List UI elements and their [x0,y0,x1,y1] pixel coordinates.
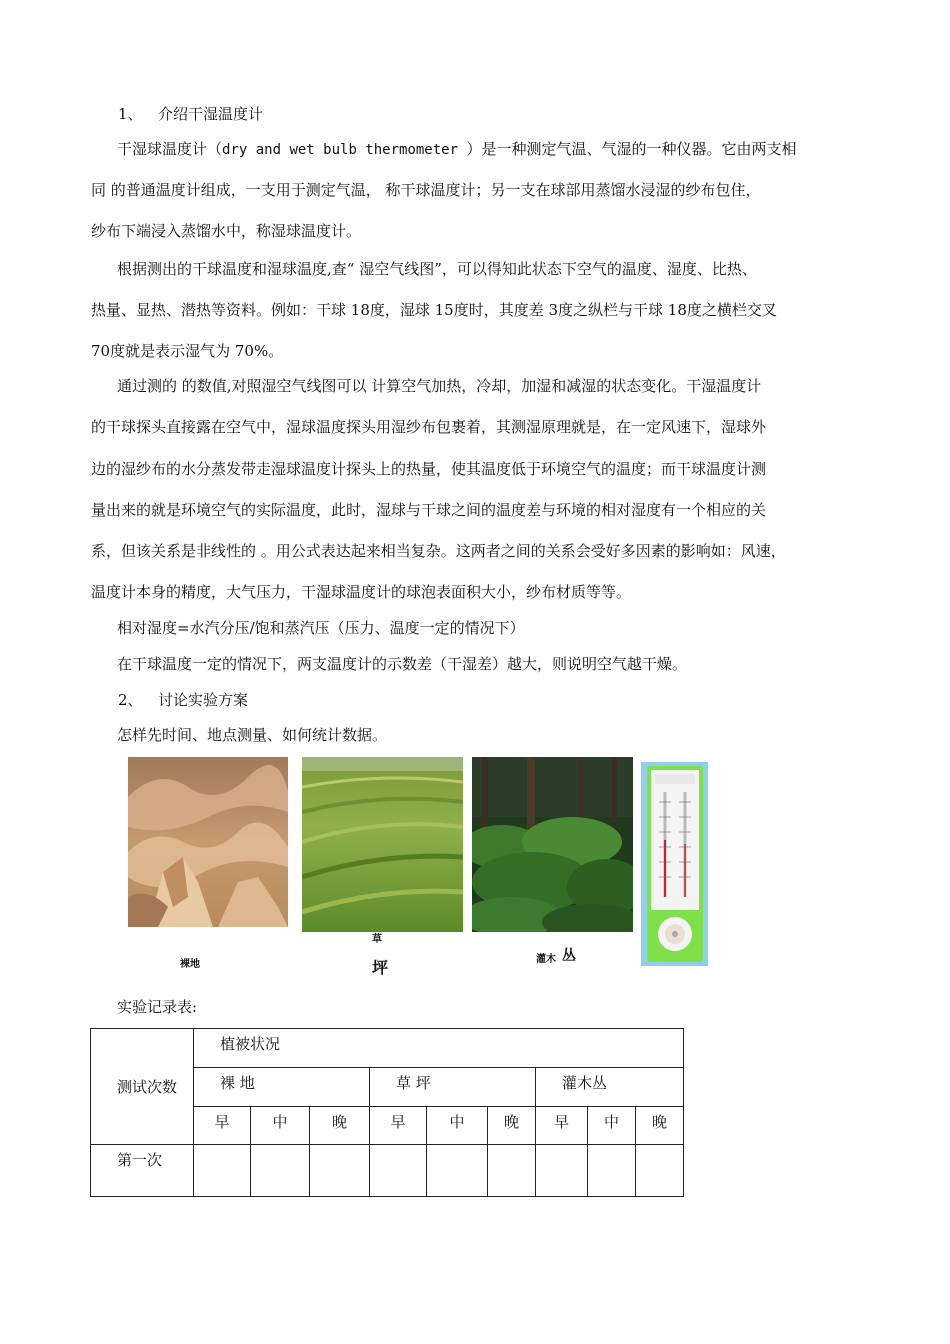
data-cell[interactable] [636,1145,684,1197]
time-header: 晚 [488,1107,536,1145]
data-cell[interactable] [488,1145,536,1197]
time-header: 晚 [636,1107,684,1145]
section-2-heading [118,689,248,710]
sand-dunes-photo [128,757,288,927]
data-cell[interactable] [588,1145,636,1197]
para2-line-3: 70度就是表示湿气为 70%。 [91,342,284,360]
section-1-number: 1、 [118,105,143,123]
para3-line-3: 边的湿纱布的水分蒸发带走湿球温度计探头上的热量，使其温度低于环境空气的温度；而干球温度计测 [91,460,767,478]
plan-line: 怎样先时间、地点测量、如何统计数据。 [117,726,388,744]
formula-line: 相对湿度=水汽分压/饱和蒸汽压（压力、温度一定的情况下） [117,619,525,637]
bare-land-caption: 裸地 [180,959,200,970]
grass-lawn-photo [302,757,463,932]
para3-line-4: 量出来的就是环境空气的实际温度，此时，湿球与干球之间的温度差与环境的相对湿度有一个相应的关 [91,501,767,519]
section-2-number: 2、 [118,691,143,709]
section-2-title: 讨论实验方案 [158,691,249,709]
site-header-bare: 裸 地 [194,1068,370,1107]
data-cell[interactable] [427,1145,488,1197]
data-cell[interactable] [310,1145,370,1197]
intro-prefix: 干湿球温度计（ [117,140,223,158]
lawn-caption-top: 草 [372,934,382,945]
intro-english-term: dry and wet bulb thermometer [222,142,467,158]
intro-line-1 [117,138,796,159]
wet-dry-hygrometer-photo [641,762,708,966]
site-header-lawn: 草 坪 [370,1068,536,1107]
record-table-label: 实验记录表: [117,998,198,1016]
lawn-caption-bottom: 坪 [372,958,389,977]
conclusion-line: 在干球温度一定的情况下，两支温度计的示数差（干湿差）越大，则说明空气越干燥。 [117,655,688,673]
time-header: 中 [427,1107,488,1145]
row-label-first: 第一次 [91,1145,194,1197]
intro-line-2: 同 的普通温度计组成，一支用于测定气温， 称干球温度计；另一支在球部用蒸馏水浸湿的纱布包住， [91,181,761,199]
site-header-shrub: 灌木丛 [536,1068,684,1107]
intro-line-3: 纱布下端浸入蒸馏水中，称湿球温度计。 [91,222,362,240]
data-cell[interactable] [370,1145,427,1197]
time-header: 早 [536,1107,588,1145]
time-header: 中 [588,1107,636,1145]
time-header: 晚 [310,1107,370,1145]
intro-suffix: ）是一种测定气温、气湿的一种仪器。它由两支相 [466,140,797,158]
para3-line-1: 通过测的 的数值,对照湿空气线图可以 计算空气加热，冷却，加湿和减湿的状态变化。干湿温度计 [117,377,762,395]
shrub-caption-small: 灌木 [536,954,556,965]
time-header: 早 [370,1107,427,1145]
time-header: 中 [251,1107,310,1145]
para3-line-6: 温度计本身的精度，大气压力，干湿球温度计的球泡表面积大小，纱布材质等等。 [91,583,632,601]
shrub-caption-big: 丛 [562,948,576,964]
data-cell[interactable] [194,1145,251,1197]
para3-line-5: 系，但该关系是非线性的 。用公式表达起来相当复杂。这两者之间的关系会受好多因素的影响如：风速， [91,542,786,560]
section-1-title: 介绍干湿温度计 [158,105,264,123]
section-1-heading [118,103,263,124]
time-header: 早 [194,1107,251,1145]
group-header-cell: 植被状况 [194,1029,684,1068]
shrub-forest-photo [472,757,633,932]
data-cell[interactable] [536,1145,588,1197]
row-header-cell: 测试次数 [91,1029,194,1145]
record-table [90,1028,684,1197]
data-cell[interactable] [251,1145,310,1197]
para2-line-2: 热量、显热、潜热等资料。例如：干球 18度，湿球 15度时，其度差 3度之纵栏与干球 18度之横栏交叉 [91,301,777,319]
para3-line-2: 的干球探头直接露在空气中，湿球温度探头用湿纱布包裹着，其测湿原理就是，在一定风速下，湿球外 [91,418,767,436]
para2-line-1: 根据测出的干球温度和湿球温度,查“ 湿空气线图”，可以得知此状态下空气的温度、湿度、比热、 [117,260,757,278]
